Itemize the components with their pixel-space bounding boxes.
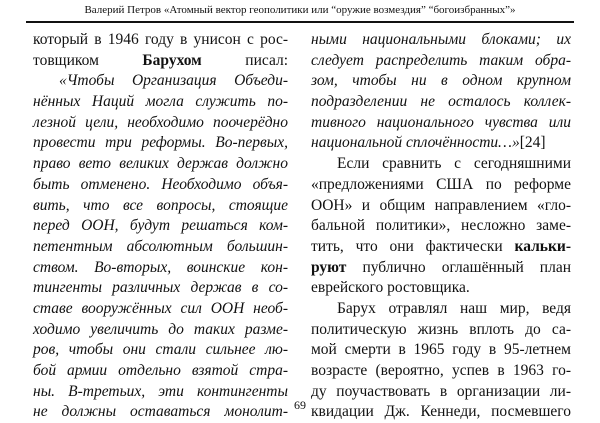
text-run: публично оглашённый план	[346, 258, 571, 276]
left-column	[33, 30, 288, 423]
quote-line: тивного национального чувства или	[311, 113, 571, 131]
text-line: ООН» и общим направлением «гло-	[311, 196, 571, 214]
text-run: товщиком	[33, 51, 143, 69]
text-line	[33, 51, 288, 72]
text-line: Барух отравлял наш мир, ведя	[337, 299, 571, 317]
quote-line: следует распределить таким обра-	[311, 51, 571, 69]
quote-line: лезной цели, необходимо поочерёдно	[33, 113, 288, 131]
quote-line: ством. Во-вторых, воинские кон-	[33, 258, 288, 276]
quote-line: ходимо увеличить до таких разме-	[33, 320, 288, 338]
text-line: бальной политики», несложно заме-	[311, 217, 571, 235]
quote-line: подразделении не осталось коллек-	[311, 93, 571, 111]
text-line	[311, 133, 571, 154]
footnote-ref: [24]	[519, 134, 546, 152]
text-line: «предложениями США по реформе	[311, 175, 571, 193]
page-number: 69	[294, 398, 306, 412]
text-line	[311, 237, 571, 258]
quote-line: петентным абсолютным большин-	[33, 237, 288, 255]
quote-line: ставе вооружённых сил ООН необ-	[33, 299, 288, 317]
emphasis-word: руют	[311, 258, 347, 276]
quote-line: не должны оставаться монолит-	[33, 403, 288, 421]
text-line: квидации Дж. Кеннеди, посмевшего	[311, 403, 571, 421]
quote-line: ными национальными блоками; их	[311, 31, 571, 48]
quote-line: нённых Наций могла служить по-	[33, 93, 288, 111]
quote-line: «Чтобы Организация Объеди-	[59, 72, 288, 90]
text-line: политическую жизнь вплоть до са-	[311, 320, 571, 338]
quote-line: быть отменено. Необходимо объя-	[33, 175, 288, 193]
text-line: ду поучаствовать в организации ли-	[311, 382, 571, 400]
text-line: Если сравнить с сегодняшними	[337, 155, 571, 173]
text-line: который в 1946 году в унисон с рос-	[33, 31, 288, 48]
running-header: Валерий Петров «Атомный вектор геополитики или “оружие возмездия” “богоизбранных”»	[84, 4, 516, 16]
quote-line: право вето великих держав должно	[33, 155, 288, 173]
quote-line: перед ООН, будут решаться ком-	[33, 217, 288, 235]
quote-line: зом, чтобы ни в одном крупном	[311, 72, 571, 90]
right-column	[311, 30, 571, 423]
quote-line: вить, что все вопросы, стоящие	[33, 196, 288, 214]
text-line: мой смерти в 1965 году в 95-летнем	[311, 341, 571, 359]
text-line	[311, 258, 571, 279]
text-run: тить, что они фактически	[311, 237, 515, 255]
emphasis-word: кальки-	[514, 237, 571, 255]
text-line: возрасте (вероятно, успев в 1963 го-	[311, 362, 571, 379]
text-line: еврейского ростовщика.	[311, 279, 470, 297]
text-run: писал:	[201, 51, 288, 69]
quote-line: ны. В-третьих, эти контингенты	[33, 382, 288, 400]
header-rule	[26, 21, 574, 23]
name-baruch: Барухом	[142, 51, 202, 69]
quote-end: национальной сплочённости…»	[311, 134, 520, 152]
quote-line: провести три реформы. Во-первых,	[33, 134, 288, 152]
quote-line: тингенты различных держав в со-	[33, 279, 288, 297]
quote-line: ров, чтобы они стали сильнее лю-	[33, 341, 288, 359]
quote-line: бой армии отдельно взятой стра-	[33, 362, 288, 379]
